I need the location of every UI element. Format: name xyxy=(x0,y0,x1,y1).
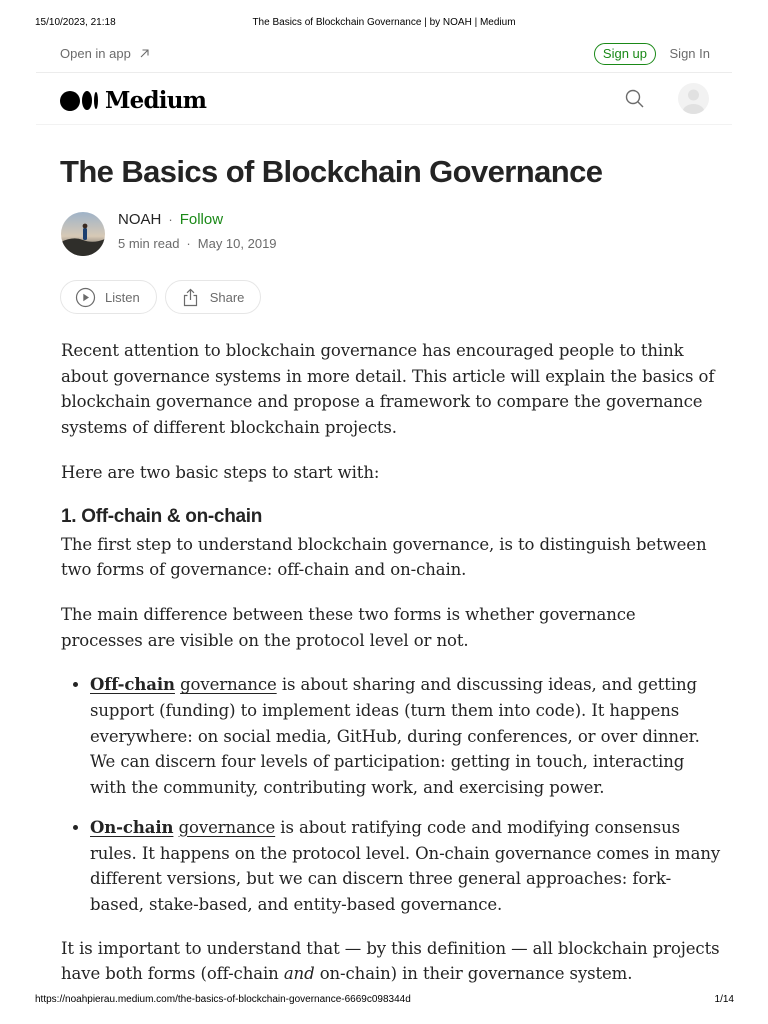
list-item xyxy=(90,672,721,801)
list-item-text: is about sharing and discussing ideas, and getting support (funding) to implement ideas (turn them into code). It happens everywhere: on social media, GitHub, during conferences, or over dinner. We can discern four levels of participation: getting in touch, interacting with the community, contributing work, and exercising power. xyxy=(90,675,700,798)
author-avatar[interactable] xyxy=(61,212,105,256)
paragraph-both-forms xyxy=(61,936,721,987)
open-in-app-link[interactable] xyxy=(60,46,150,61)
off-chain-link[interactable]: Off-chain xyxy=(90,675,175,695)
user-avatar-icon xyxy=(678,83,709,114)
medium-logo-icon xyxy=(60,91,98,111)
search-icon[interactable] xyxy=(624,88,645,109)
separator-dot: · xyxy=(186,236,191,251)
article-title: The Basics of Blockchain Governance xyxy=(60,154,603,189)
print-datetime: 15/10/2023, 21:18 xyxy=(35,17,116,28)
article-actions xyxy=(60,280,261,314)
emphasis-and: and xyxy=(283,964,315,984)
open-in-app-label: Open in app xyxy=(60,46,131,61)
share-label: Share xyxy=(209,289,245,305)
list-item-text: is about ratifying code and modifying consensus rules. It happens on the protocol level. On-chain governance comes in many different versions, but we can discern three general approaches: fork-based, stake-based, and entity-based governance. xyxy=(90,817,721,914)
share-icon xyxy=(180,287,201,308)
section-heading: 1. Off-chain & on-chain xyxy=(61,505,263,527)
print-header xyxy=(0,17,768,31)
paragraph-text-b: on-chain) in their governance system. xyxy=(314,964,633,984)
on-chain-link[interactable]: On-chain xyxy=(90,817,174,837)
top-bar xyxy=(36,40,732,73)
listen-button[interactable] xyxy=(60,280,157,314)
sign-up-button[interactable]: Sign up xyxy=(594,43,656,65)
print-url: https://noahpierau.medium.com/the-basics-of-blockchain-governance-6669c098344d xyxy=(35,994,411,1005)
publish-date: May 10, 2019 xyxy=(197,236,277,251)
list-item xyxy=(90,815,721,918)
article-body xyxy=(61,338,721,1006)
nav-bar xyxy=(36,73,732,125)
paragraph-main-difference: The main difference between these two forms is whether governance processes are visible on the protocol level or not. xyxy=(61,604,636,650)
author-line xyxy=(118,211,223,228)
author-photo xyxy=(61,212,105,256)
medium-logo-text: Medium xyxy=(105,87,207,114)
separator-dot: · xyxy=(168,212,173,227)
paragraph-text-a: It is important to understand that — by this definition — all blockchain projects have both forms (off-chain xyxy=(61,938,720,984)
sign-in-link[interactable]: Sign In xyxy=(669,46,710,61)
print-page-number: 1/14 xyxy=(714,994,734,1005)
user-avatar-button[interactable] xyxy=(678,83,709,114)
governance-link[interactable]: governance xyxy=(178,817,276,837)
play-circle-icon xyxy=(75,287,96,308)
arrow-up-right-icon xyxy=(139,48,150,59)
steps-intro-paragraph: Here are two basic steps to start with: xyxy=(61,462,380,482)
read-time: 5 min read xyxy=(118,236,180,251)
governance-link[interactable]: governance xyxy=(180,675,277,695)
governance-list xyxy=(61,672,721,917)
intro-paragraph: Recent attention to blockchain governance has encouraged people to think about governance systems in more detail. This article will explain the basics of blockchain governance and propose a framework to compare the governance systems of different blockchain projects. xyxy=(61,341,715,438)
print-doc-title: The Basics of Blockchain Governance | by NOAH | Medium xyxy=(252,17,516,28)
print-footer xyxy=(0,994,768,1008)
follow-button[interactable]: Follow xyxy=(179,211,224,228)
paragraph-first-step: The first step to understand blockchain governance, is to distinguish between two forms of governance: off-chain and on-chain. xyxy=(61,534,707,580)
listen-label: Listen xyxy=(105,289,140,305)
article-meta xyxy=(118,236,277,251)
author-name[interactable]: NOAH xyxy=(118,211,162,228)
medium-logo[interactable] xyxy=(60,87,206,114)
share-button[interactable] xyxy=(165,280,262,314)
